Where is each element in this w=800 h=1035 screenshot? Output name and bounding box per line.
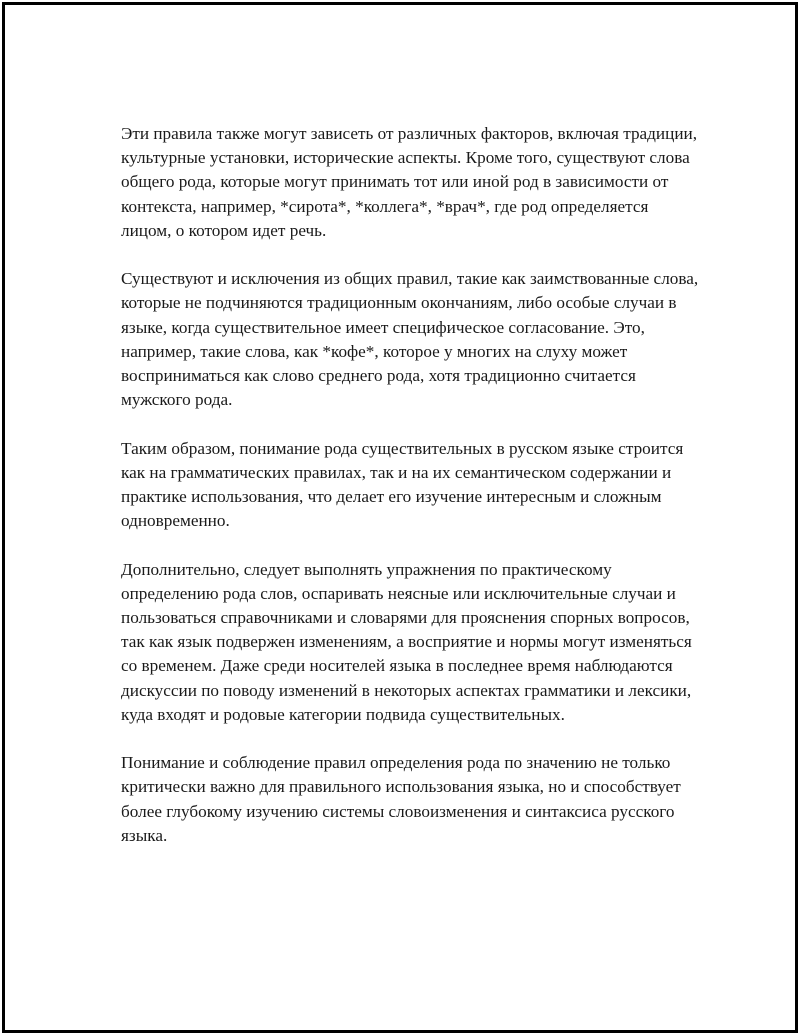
- page-frame: [2, 2, 798, 1033]
- paragraph-3: Таким образом, понимание рода существительных в русском языке строится как на грамматических правилах, так и на их семантическом содержании и практике использования, что делает его изучение интересным и сложным одновременно.: [121, 438, 684, 531]
- paragraph-1: Эти правила также могут зависеть от различных факторов, включая традиции, культурные установки, исторические аспекты. Кроме того, существуют слова общего рода, которые могут принимать тот или иной род в зависимости от контекста, например, *сирота*, *коллега*, *врач*, где род определяется лицом, о котором идет речь.: [121, 124, 698, 240]
- paragraph-5: Понимание и соблюдение правил определения рода по значению не только критически важно для правильного использования языка, но и способствует более глубокому изучению системы словоизменения и синтаксиса русского языка.: [121, 753, 681, 845]
- paragraph-2: Существуют и исключения из общих правил, такие как заимствованные слова, которые не подчиняются традиционным окончаниям, либо особые случаи в языке, когда существительное имеет специфическое согласование. Это, например, такие слова, как *кофе*, которое у многих на слуху может восприниматься как слово среднего рода, хотя традиционно считается мужского рода.: [121, 269, 699, 410]
- document-body: [121, 122, 701, 848]
- paragraph-4: Дополнительно, следует выполнять упражнения по практическому определению рода слов, оспаривать неясные или исключительные случаи и пользоваться справочниками и словарями для прояснения спорных вопросов, так как язык подвержен изменениям, а восприятие и нормы могут изменяться со временем. Даже среди носителей языка в последнее время наблюдаются дискуссии по поводу изменений в некоторых аспектах грамматики и лексики, куда входят и родовые категории подвида существительных.: [121, 559, 692, 724]
